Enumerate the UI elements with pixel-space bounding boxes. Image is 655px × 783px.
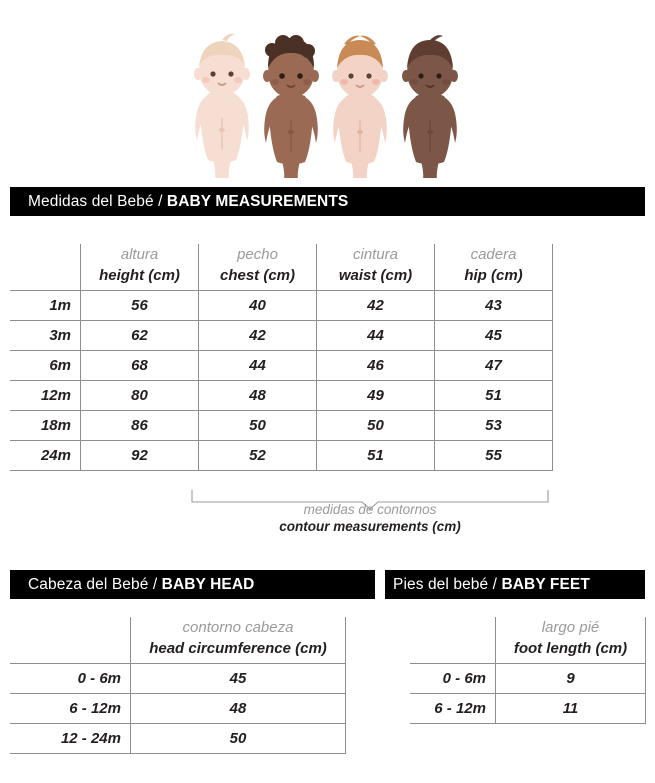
cell-chest: 42 — [199, 321, 317, 351]
cell-waist: 49 — [317, 381, 435, 411]
cell-height: 92 — [81, 441, 199, 471]
doll-3-light-skin-auburn-hair — [332, 36, 388, 178]
feet-header-row — [410, 617, 646, 664]
table-row — [410, 664, 646, 694]
cell-waist: 42 — [317, 291, 435, 321]
baby-measurements-header — [10, 187, 645, 216]
cell-chest: 44 — [199, 351, 317, 381]
cell-waist: 46 — [317, 351, 435, 381]
cell-chest: 50 — [199, 411, 317, 441]
table-row — [10, 351, 553, 381]
row-label: 12 - 24m — [10, 724, 131, 754]
table-row — [10, 694, 346, 724]
column-header-foot-length-es: largo pié — [541, 619, 600, 636]
cell-waist: 50 — [317, 411, 435, 441]
corner-cell — [410, 617, 496, 664]
cell-hip: 53 — [435, 411, 553, 441]
contour-note-es: medidas de contornos — [303, 502, 437, 517]
head-table — [10, 617, 346, 754]
table-row — [10, 664, 346, 694]
baby-feet-header — [385, 570, 645, 599]
feet-tbody — [410, 664, 646, 724]
cell-waist: 51 — [317, 441, 435, 471]
column-header-chest-es: pecho — [237, 246, 278, 263]
cell-height: 80 — [81, 381, 199, 411]
feet-header-en: BABY FEET — [501, 576, 590, 593]
head-header-es: Cabeza del Bebé — [28, 576, 149, 593]
corner-cell — [10, 617, 131, 664]
cell-head-circumference: 50 — [131, 724, 346, 754]
row-label: 0 - 6m — [410, 664, 496, 694]
feet-header-es: Pies del bebé — [393, 576, 489, 593]
measurements-header-row — [10, 244, 553, 291]
head-tbody — [10, 664, 346, 754]
column-header-foot-length — [496, 617, 646, 664]
row-label: 24m — [10, 441, 81, 471]
cell-foot-length: 11 — [496, 694, 646, 724]
cell-height: 62 — [81, 321, 199, 351]
table-row — [410, 694, 646, 724]
contour-note — [170, 501, 570, 535]
contour-note-en: contour measurements (cm) — [279, 519, 461, 534]
corner-cell — [10, 244, 81, 291]
table-row — [10, 724, 346, 754]
cell-chest: 52 — [199, 441, 317, 471]
column-header-waist-es: cintura — [352, 246, 399, 263]
row-label: 12m — [10, 381, 81, 411]
head-header-en: BABY HEAD — [161, 576, 255, 593]
column-header-foot-length-en: foot length (cm) — [513, 640, 628, 657]
doll-4-dark-skin — [402, 35, 458, 178]
column-header-height-en: height (cm) — [99, 267, 180, 284]
measurements-tbody — [10, 291, 553, 471]
column-header-head-circumference — [131, 617, 346, 664]
cell-height: 86 — [81, 411, 199, 441]
cell-head-circumference: 45 — [131, 664, 346, 694]
cell-hip: 47 — [435, 351, 553, 381]
measurements-thead — [10, 244, 553, 291]
cell-head-circumference: 48 — [131, 694, 346, 724]
row-label: 18m — [10, 411, 81, 441]
row-label: 6 - 12m — [410, 694, 496, 724]
cell-waist: 44 — [317, 321, 435, 351]
table-row — [10, 321, 553, 351]
baby-dolls-illustration — [0, 18, 655, 178]
row-label: 0 - 6m — [10, 664, 131, 694]
cell-chest: 40 — [199, 291, 317, 321]
measurements-table — [10, 244, 553, 471]
column-header-head-circumference-es: contorno cabeza — [182, 619, 294, 636]
column-header-hip — [435, 244, 553, 291]
column-header-height — [81, 244, 199, 291]
column-header-height-es: altura — [120, 246, 159, 263]
column-header-waist — [317, 244, 435, 291]
row-label: 6m — [10, 351, 81, 381]
cell-foot-length: 9 — [496, 664, 646, 694]
measurements-header-sep: / — [153, 193, 167, 210]
table-row — [10, 381, 553, 411]
row-label: 1m — [10, 291, 81, 321]
column-header-hip-es: cadera — [470, 246, 517, 263]
cell-hip: 51 — [435, 381, 553, 411]
feet-table — [410, 617, 646, 724]
table-row — [10, 411, 553, 441]
measurements-header-en: BABY MEASUREMENTS — [166, 193, 349, 210]
column-header-hip-en: hip (cm) — [464, 267, 523, 284]
column-header-head-circumference-en: head circumference (cm) — [149, 640, 327, 657]
baby-head-header — [10, 570, 375, 599]
cell-hip: 43 — [435, 291, 553, 321]
table-row — [10, 441, 553, 471]
column-header-chest — [199, 244, 317, 291]
dolls-svg — [0, 18, 655, 178]
cell-height: 68 — [81, 351, 199, 381]
cell-height: 56 — [81, 291, 199, 321]
cell-chest: 48 — [199, 381, 317, 411]
row-label: 6 - 12m — [10, 694, 131, 724]
feet-header-sep: / — [488, 576, 502, 593]
table-row — [10, 291, 553, 321]
head-thead — [10, 617, 346, 664]
doll-2-dark-skin-curly-hair — [263, 35, 319, 178]
head-header-row — [10, 617, 346, 664]
cell-hip: 45 — [435, 321, 553, 351]
feet-thead — [410, 617, 646, 664]
cell-hip: 55 — [435, 441, 553, 471]
column-header-waist-en: waist (cm) — [338, 267, 413, 284]
column-header-chest-en: chest (cm) — [219, 267, 296, 284]
head-header-sep: / — [148, 576, 162, 593]
measurements-header-es: Medidas del Bebé — [28, 193, 154, 210]
row-label: 3m — [10, 321, 81, 351]
doll-1-light-skin — [194, 34, 250, 178]
